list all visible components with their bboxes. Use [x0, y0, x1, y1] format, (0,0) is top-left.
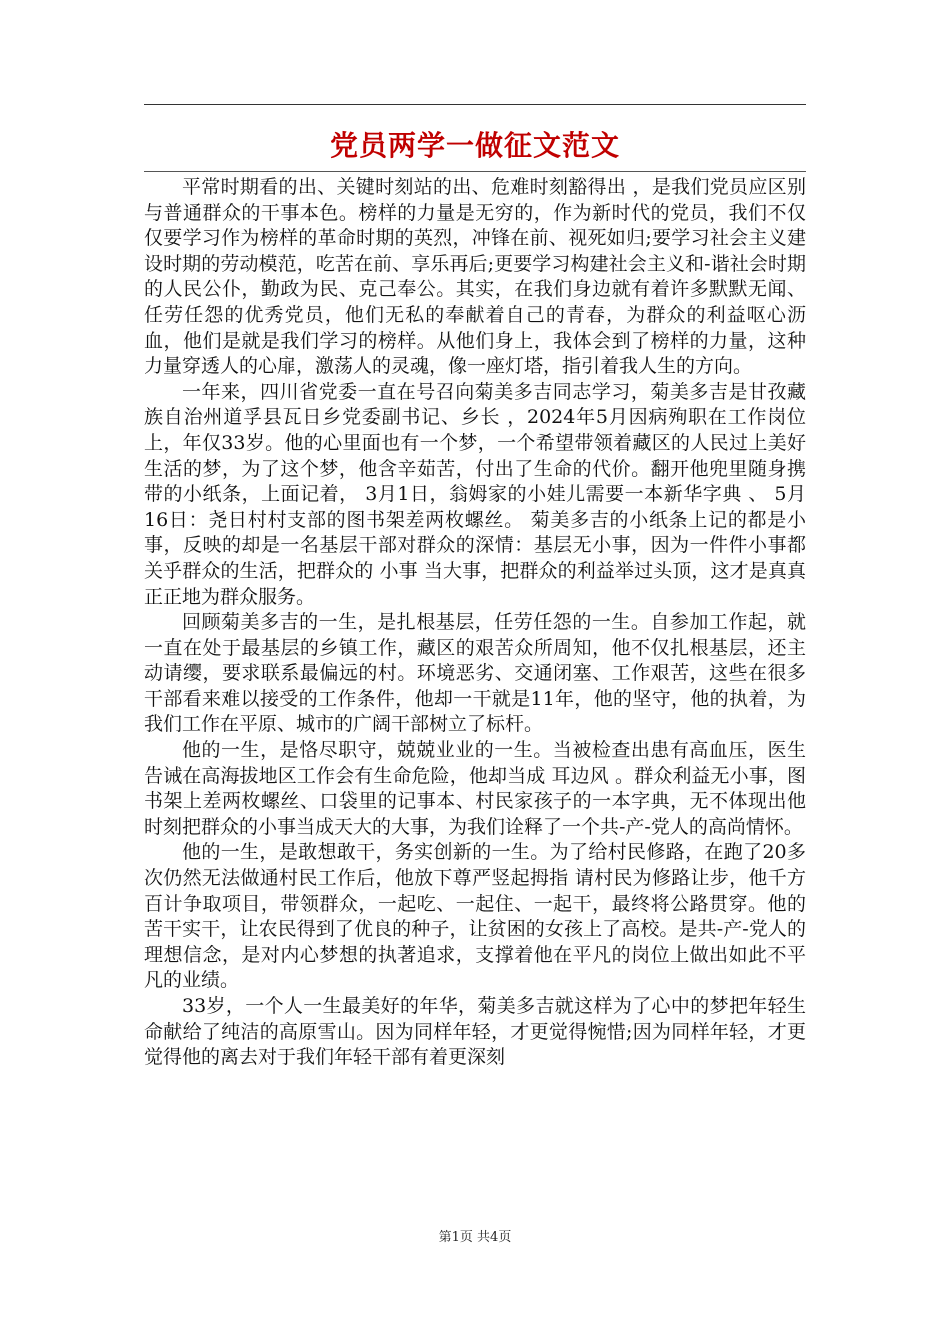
paragraph: 33岁，一个人一生最美好的年华，菊美多吉就这样为了心中的梦把年轻生命献给了纯洁的高原雪山。因为同样年轻，才更觉得惋惜;因为同样年轻，才更觉得他的离去对于我们年轻干部有着更深刻: [144, 995, 806, 1069]
paragraph: 一年来，四川省党委一直在号召向菊美多吉同志学习，菊美多吉是甘孜藏族自治州道孚县瓦日乡党委副书记、乡长 ，2024年5月因病殉职在工作岗位上，年仅33岁。他的心里面也有一个梦，一个希望带领着藏区的人民过上美好生活的梦，为了这个梦，他含辛茹苦，付出了生命的代价。翻开他兜里随身携带的小纸条，上面记着， 3月1日，翁姆家的小娃儿需要一本新华字典 、 5月16日：尧日村村支部的图书架差两枚螺丝。 菊美多吉的小纸条上记的都是小事，反映的却是一名基层干部对群众的深情：基层无小事，因为一件件小事都关乎群众的生活，把群众的 小事 当大事，把群众的利益举过头顶，这才是真真正正地为群众服务。: [144, 380, 806, 608]
title-underline: [144, 171, 806, 172]
header-rule: [144, 104, 806, 105]
paragraph: 回顾菊美多吉的一生，是扎根基层，任劳任怨的一生。自参加工作起，就一直在处于最基层的乡镇工作，藏区的艰苦众所周知，他不仅扎根基层，还主动请缨，要求联系最偏远的村。环境恶劣、交通闭塞、工作艰苦，这些在很多干部看来难以接受的工作条件，他却一干就是11年，他的坚守，他的执着，为我们工作在平原、城市的广阔干部树立了标杆。: [144, 611, 806, 736]
document-body: [144, 175, 806, 1220]
paragraph: 他的一生，是敢想敢干，务实创新的一生。为了给村民修路，在跑了20多次仍然无法做通村民工作后，他放下尊严竖起拇指 请村民为修路让步，他千方百计争取项目，带领群众，一起吃、一起住、一起干，最终将公路贯穿。他的苦干实干，让农民得到了优良的种子，让贫困的女孩上了高校。是共-产-党人的理想信念，是对内心梦想的执著追求，支撑着他在平凡的岗位上做出如此不平凡的业绩。: [144, 841, 806, 992]
document-title: 党员两学一做征文范文: [329, 129, 620, 162]
page-number: 第1页 共4页: [438, 1230, 512, 1245]
paragraph: 平常时期看的出、关键时刻站的出、危难时刻豁得出 ，是我们党员应区别与普通群众的干事本色。榜样的力量是无穷的，作为新时代的党员，我们不仅仅要学习作为榜样的革命时期的英烈，冲锋在前、视死如归;要学习社会主义建设时期的劳动模范，吃苦在前、享乐再后;更要学习构建社会主义和-谐社会时期的人民公仆，勤政为民、克己奉公。其实，在我们身边就有着许多默默无闻、任劳任怨的优秀党员，他们无私的奉献着自己的青春，为群众的利益呕心沥血，他们是就是我们学习的榜样。从他们身上，我体会到了榜样的力量，这种力量穿透人的心扉，激荡人的灵魂，像一座灯塔，指引着我人生的方向。: [144, 176, 806, 378]
paragraph: 他的一生，是恪尽职守，兢兢业业的一生。当被检查出患有高血压，医生告诫在高海拔地区工作会有生命危险，他却当成 耳边风 。群众利益无小事，图书架上差两枚螺丝、口袋里的记事本、村民家孩子的一本字典，无不体现出他时刻把群众的小事当成天大的大事，为我们诠释了一个共-产-党人的高尚情怀。: [144, 739, 806, 838]
